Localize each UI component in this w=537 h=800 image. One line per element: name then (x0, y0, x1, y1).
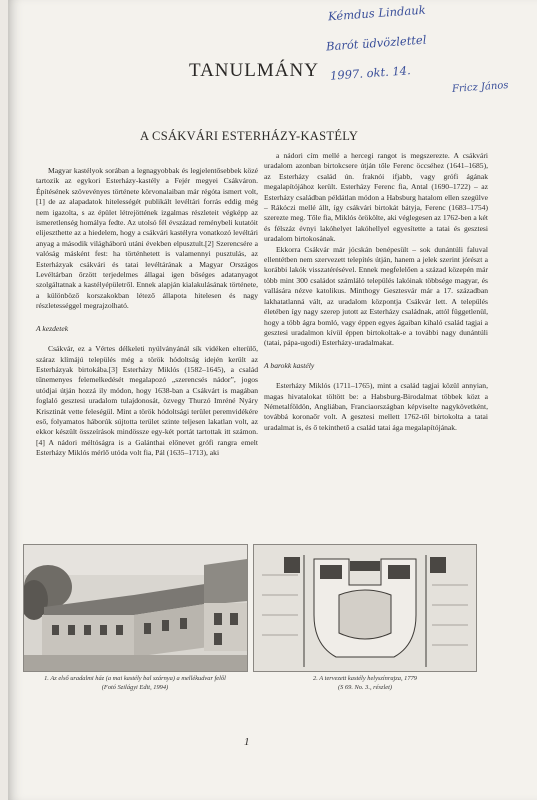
paragraph: a nádori cím mellé a hercegi rangot is megszerezte. A csákvári uradalom azonban birtokcsere útján tőle Ferenc öccséhez (1641–1685), az Esterházy család ún. fraknói ifjabb, vagy grófi ágának megalapítójához került. Esterházy Ferenc fia, Antal (1690–1722) – az Esterházy családban példátlan módon a Habsburg hatalom ellen szegülve – Rákóczi mellé állt, így csákvári birtokát bátyja, Ferenc (1683–1754) szerezte meg. Tőle fia, Miklós örökölte, aki véglegesen az 1762-ben a két és félszáz évnyi lakóhelyet lakóhellyel egyesítette a tatai és gesztesi uradalom birtokosának. (264, 151, 488, 244)
site-plan-drawing (253, 544, 477, 672)
article-title: A CSÁKVÁRI ESTERHÁZY-KASTÉLY (140, 129, 359, 143)
castle-photo-illustration (24, 545, 247, 671)
document-page (8, 0, 537, 800)
paragraph: Magyar kastélyok sorában a legnagyobbak és legjelentősebbek közé tartozik az egykori Esterházy-kastély a Fejér megyei Csákváron. Építésének szövevényes története körvonalaiban már régóta ismert volt,[1] de az alapadatok hitelességét publikált levéltári forrás eddig még nem igazolta, s az épület létrejöttének izgalmas részleteit végképp az ismeretlenség homálya fedte. Az utolsó fél évszázad reménybeli kutatóit elijeszthette az a hiedelem, hogy a csákvári kastélyra vonatkozó levéltári anyag a második világháború utáni években elpusztult.[2] Szerencsére a valóság másként fest: ha történhetett is valamennyi pusztulás, az Esterházyak csákvári és tatai levéltárának a Magyar Országos Levéltárban őrzött terjedelmes állagai igen bőséges adatanyagot szolgáltatnak a kastélyépületről. Ennek alapján kialakulásának története, a különböző korszakokban létező állapota hitelesen és nagy részletességgel megrajzolható. (36, 166, 258, 311)
text-column-left (36, 166, 258, 459)
paragraph: Csákvár, ez a Vértes délkeleti nyúlványánál sík vidéken elterülő, száraz klímájú település még a török hódoltság idején került az Esterházyak birtokába.[3] Esterházy Miklós (1582–1645), a család tűnemenyes felemelkedését megalapozó „szerencsés nádor”, jogos utódjai útján hozzá ily módon, hogy 1638-ban a Csákvárt is magában foglaló gesztesi uradalom tulajdonosát, özvegy Thurzó Imréné Nyáry Krisztinát vette feleségül. Mint a török hódoltsági terület peremvidékére eső, folyamatos háborúk sújtotta terület szinte teljesen lakatlan volt, az ekkor készült összeírások mindössze egy-két portát tartottak itt számon.[4] A nádori méltóságra is a Galánthai előnevet grófi rangra emelt Esterházy Miklós mérlő utóda volt fia, Pál (1635–1713), aki (36, 344, 258, 458)
paragraph: Esterházy Miklós (1711–1765), mint a család tagjai közül annyian, magas hivatalokat töltött be: a Habsburg-Birodalmat többek közt a Németalföldön, Angliában, Franciaországban képviselte nagykövetként, továbbá koronaőr volt. A gesztesi mellett 1762-től birtokolta a tatai uradalmat is, és ő tekinthető a család tatai ága megalapítójának. (264, 381, 488, 432)
paragraph: Ekkorra Csákvár már jócskán benépesült – sok dunántúli faluval ellentétben nem szervezett telepítés útján, hanem a jelek szerint jórészt a korábbi lakók visszatérésével. Ennek megfelelően a század közepén már több mint 300 családot számláló település lakóinak többsége magyar, és vallására nézve katolikus. Minthogy Gesztesvár már a 17. században lakhatatlanná vált, az uradalom központja Csákvár lett. A település életében így nagy szerep jutott az Esterházy családnak, attól függetlenül, hogy a több ágra bomló, vagy éppen egyes ágaiban kihaló család tagjai a gesztesi uradalmon kívül éppen birtokoltak-e a további nagy dunántúli (tatai, pápa-ugodi) Esterházy-uradalmakat. (264, 244, 488, 348)
handwritten-signature: Fricz János (451, 80, 509, 95)
caption-credit: (Fotó Szilágyi Edit, 1994) (101, 684, 169, 691)
caption-line: 2. A tervezett kastély helyszínrajza, 1779 (313, 675, 417, 682)
handwritten-dedication-line2: Barót üdvözlettel (325, 32, 427, 54)
figure-caption-1 (24, 674, 246, 692)
handwritten-dedication-line1: Kémdus Lindauk (327, 2, 427, 24)
caption-line: 1. Az első uradalmi ház (a mai kastély bal szárnya) a mellékudvar felől (44, 675, 226, 682)
page-number: 1 (244, 736, 250, 748)
site-plan-illustration (254, 545, 476, 671)
subheading: A kezdetek (36, 323, 69, 333)
figure-caption-2 (254, 674, 476, 692)
caption-credit: (S 69. No. 3., részlet) (338, 684, 392, 691)
castle-photo (23, 544, 248, 672)
section-heading: TANULMÁNY (189, 60, 319, 81)
subheading: A barokk kastély (264, 360, 315, 370)
text-column-right (264, 151, 488, 433)
handwritten-date: 1997. okt. 14. (329, 63, 412, 83)
